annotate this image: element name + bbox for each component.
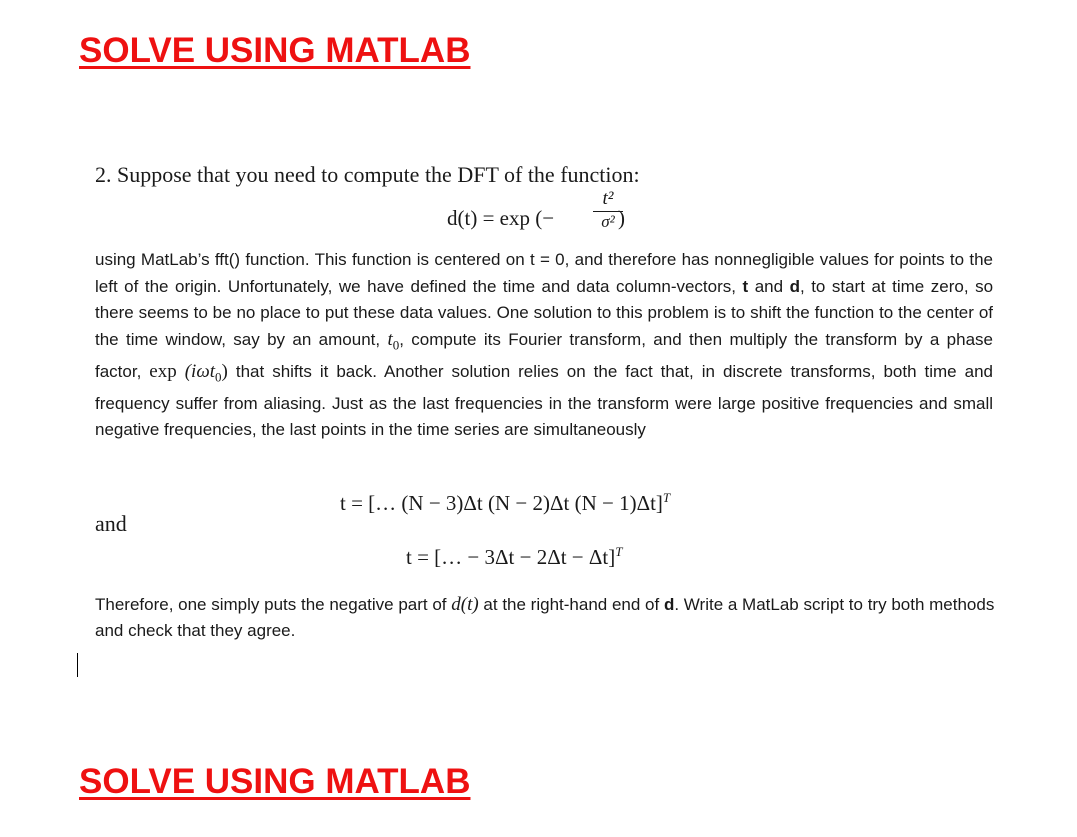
eq3-transpose: T bbox=[615, 544, 623, 559]
conclusion-bold-d: d bbox=[663, 595, 675, 614]
time-vector-equation-negative bbox=[406, 539, 622, 570]
equation-close-paren: ) bbox=[618, 206, 625, 230]
para-t0: t bbox=[387, 328, 393, 350]
para-text-3: , to start at time zero, so there seems to be no place to put these data values. One solution to this problem is to shift the function to the center of the time window, say by an amount, bbox=[95, 276, 994, 349]
para-phase-sub: 0 bbox=[215, 369, 222, 385]
para-text-1: using MatLab’s fft() function. This function is centered on t = 0, and therefore has nonnegligible values for points to the left of the origin. Unfortunately, we have defined the time and data column-vectors, bbox=[95, 250, 993, 296]
banner-heading-top: SOLVE USING MATLAB bbox=[79, 31, 471, 70]
para-t0-sub: 0 bbox=[392, 337, 400, 353]
eq2-transpose: T bbox=[662, 490, 671, 505]
and-connector: and bbox=[95, 511, 127, 536]
conclusion-dt: d(t) bbox=[451, 594, 479, 615]
equation-denominator: σ² bbox=[601, 212, 615, 231]
para-bold-t: t bbox=[742, 276, 749, 296]
para-phase-arg: (iωt bbox=[184, 360, 216, 382]
para-phase-fn: exp bbox=[149, 360, 177, 382]
para-phase-close: ) bbox=[221, 360, 228, 382]
banner-heading-bottom: SOLVE USING MATLAB bbox=[79, 762, 471, 801]
text-cursor[interactable] bbox=[77, 653, 78, 677]
conclusion-paragraph bbox=[95, 592, 995, 644]
equation-numerator: t² bbox=[602, 188, 614, 209]
question-intro: 2. Suppose that you need to compute the DFT of the function: bbox=[95, 162, 640, 187]
para-text-5: that shifts it back. Another solution relies on the fact that, in discrete transforms, both time and frequency suffer from aliasing. Just as the last frequencies in the transform were large positive frequencies and small negative frequencies, the last points in the time series are simultaneously bbox=[95, 361, 993, 440]
conclusion-text-2: at the right-hand end of bbox=[478, 595, 664, 614]
equation-lhs: d(t) = exp (− bbox=[447, 206, 555, 230]
para-text-2: and bbox=[748, 276, 790, 296]
eq2-body: t = [… (N − 3)Δt (N − 2)Δt (N − 1)Δt] bbox=[340, 491, 663, 515]
time-vector-equation-positive bbox=[340, 485, 670, 516]
problem-paragraph bbox=[95, 247, 993, 444]
conclusion-text-1: Therefore, one simply puts the negative part of bbox=[95, 595, 452, 614]
para-bold-d: d bbox=[789, 276, 800, 296]
conclusion-text-3: . Write a MatLab script to try both methods and check that they agree. bbox=[95, 595, 995, 640]
eq3-body: t = [… − 3Δt − 2Δt − Δt] bbox=[406, 545, 616, 569]
para-text-4: , compute its Fourier transform, and then multiply the transform by a phase factor, bbox=[95, 329, 993, 381]
